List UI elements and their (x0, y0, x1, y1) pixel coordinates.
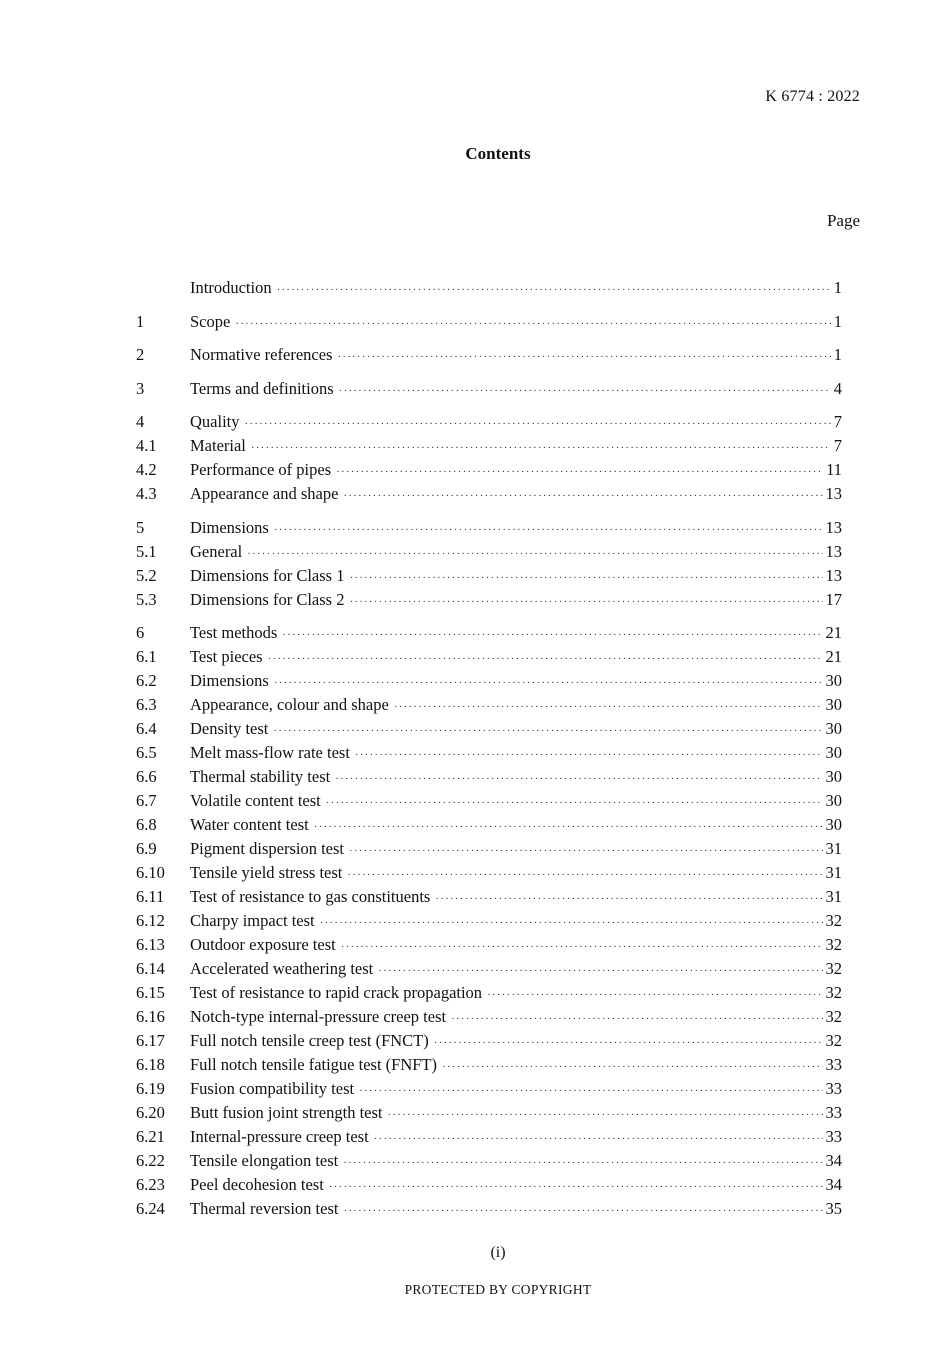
toc-entry[interactable] (136, 1149, 842, 1173)
toc-entry[interactable] (136, 434, 842, 458)
toc-entry[interactable] (136, 564, 842, 588)
toc-entry-number: 6.18 (136, 1055, 165, 1074)
toc-entry-title: Accelerated weathering test (190, 959, 374, 978)
toc-entry-page: 33 (825, 1127, 842, 1146)
toc-leader-dots (320, 911, 823, 935)
toc-leader-dots (235, 312, 830, 336)
toc-entry[interactable] (136, 717, 842, 741)
toc-entry[interactable] (136, 933, 842, 957)
toc-entry-number: 6.11 (136, 887, 165, 906)
toc-entry-title: Appearance, colour and shape (190, 695, 389, 714)
toc-entry-page: 4 (833, 378, 842, 398)
toc-entry-title: Peel decohesion test (190, 1175, 324, 1194)
toc-entry-page: 13 (825, 517, 842, 537)
toc-entry-page: 30 (825, 719, 842, 738)
toc-leader-dots (394, 695, 823, 719)
toc-entry-page: 13 (825, 484, 842, 503)
toc-entry-page: 7 (833, 412, 842, 431)
toc-entry-number: 6.4 (136, 719, 157, 738)
toc-entry-page: 30 (825, 767, 842, 786)
toc-entry-page: 35 (825, 1199, 842, 1218)
toc-entry-title: Test of resistance to gas constituents (190, 887, 431, 906)
toc-entry-title: Pigment dispersion test (190, 839, 344, 858)
page-column-label: Page (826, 211, 860, 230)
toc-leader-dots (359, 1079, 822, 1103)
toc-leader-dots (282, 623, 822, 647)
toc-leader-dots (355, 743, 823, 767)
toc-entry-title: Full notch tensile fatigue test (FNFT) (190, 1055, 438, 1074)
toc-entry-page: 31 (825, 863, 842, 882)
toc-entry-page: 34 (825, 1175, 842, 1194)
toc-entry-page: 7 (833, 436, 842, 455)
toc-entry-number: 6.8 (136, 815, 157, 834)
toc-leader-dots (341, 935, 823, 959)
toc-entry[interactable] (136, 276, 842, 300)
toc-entry-number: 6.16 (136, 1007, 165, 1026)
toc-leader-dots (277, 278, 831, 302)
toc-entry[interactable] (136, 885, 842, 909)
toc-entry-page: 33 (825, 1055, 842, 1074)
toc-entry-number: 6.1 (136, 647, 157, 666)
toc-leader-dots (268, 647, 823, 671)
toc-entry-title: Outdoor exposure test (190, 935, 336, 954)
toc-entry-page: 30 (825, 671, 842, 690)
toc-entry-number: 6.5 (136, 743, 157, 762)
toc-entry-page: 30 (825, 743, 842, 762)
toc-leader-dots (487, 983, 822, 1007)
toc-entry-page: 33 (825, 1103, 842, 1122)
toc-entry[interactable] (136, 343, 842, 367)
toc-leader-dots (245, 412, 831, 436)
toc-entry-number: 5.2 (136, 565, 157, 585)
toc-entry-number: 4.1 (136, 436, 157, 455)
toc-entry[interactable] (136, 516, 842, 540)
toc-entry-page: 30 (825, 815, 842, 834)
toc-entry-page: 31 (825, 839, 842, 858)
toc-entry-title: Material (190, 436, 246, 455)
toc-entry[interactable] (136, 1053, 842, 1077)
toc-leader-dots (435, 887, 822, 911)
toc-entry[interactable] (136, 693, 842, 717)
toc-entry-number: 6.20 (136, 1103, 165, 1122)
toc-leader-dots (374, 1127, 823, 1151)
toc-entry-title: Tensile yield stress test (190, 863, 343, 882)
toc-entry[interactable] (136, 909, 842, 933)
toc-entry-number: 6.3 (136, 695, 157, 714)
toc-leader-dots (349, 590, 822, 614)
toc-entry-title: Volatile content test (190, 791, 321, 810)
toc-entry-title: Dimensions for Class 2 (190, 589, 345, 609)
toc-entry-number: 6.23 (136, 1175, 165, 1194)
toc-entry-number: 6.7 (136, 791, 157, 810)
toc-entry-number: 5 (136, 517, 145, 537)
toc-entry[interactable] (136, 1173, 842, 1197)
toc-leader-dots (274, 518, 823, 542)
toc-leader-dots (336, 460, 823, 484)
toc-leader-dots (349, 566, 822, 590)
toc-leader-dots (335, 767, 822, 791)
toc-entry-title: Introduction (190, 278, 272, 297)
toc-entry-number: 6.22 (136, 1151, 165, 1170)
page-title: Contents (465, 144, 531, 163)
toc-entry-title: Water content test (190, 815, 309, 834)
toc-entry-number: 6.12 (136, 911, 165, 930)
toc-leader-dots (337, 345, 830, 369)
toc-entry-title: Test of resistance to rapid crack propagation (190, 983, 483, 1002)
toc-entry-page: 32 (825, 1007, 842, 1026)
toc-entry[interactable] (136, 588, 842, 612)
toc-entry-title: Appearance and shape (190, 484, 339, 503)
toc-entry-page: 31 (825, 887, 842, 906)
toc-entry-number: 6.9 (136, 839, 157, 858)
toc-leader-dots (343, 484, 822, 508)
toc-entry[interactable] (136, 482, 842, 506)
toc-entry[interactable] (136, 377, 842, 401)
toc-entry[interactable] (136, 540, 842, 564)
toc-entry-title: Full notch tensile creep test (FNCT) (190, 1031, 429, 1050)
toc-entry-page: 32 (825, 1031, 842, 1050)
toc-entry[interactable] (136, 621, 842, 645)
toc-entry-title: Dimensions (190, 671, 269, 690)
toc-entry-number: 6.24 (136, 1199, 165, 1218)
toc-entry-number: 6.2 (136, 671, 157, 690)
toc-entry-title: Performance of pipes (190, 460, 332, 479)
toc-entry[interactable] (136, 789, 842, 813)
toc-leader-dots (274, 671, 823, 695)
toc-leader-dots (339, 379, 831, 403)
toc-entry-number: 4.3 (136, 484, 157, 503)
toc-entry-page: 21 (825, 623, 842, 642)
toc-leader-dots (343, 1199, 822, 1223)
toc-entry-page: 1 (833, 311, 842, 331)
toc-entry-number: 2 (136, 345, 145, 364)
toc-entry-title: Normative references (190, 345, 333, 364)
toc-entry[interactable] (136, 981, 842, 1005)
toc-entry-title: General (190, 541, 243, 561)
toc-entry-number: 6.19 (136, 1079, 165, 1098)
toc-entry-title: Thermal stability test (190, 767, 331, 786)
toc-leader-dots (388, 1103, 823, 1127)
toc-entry-title: Density test (190, 719, 269, 738)
toc-entry-title: Terms and definitions (190, 378, 334, 398)
toc-entry[interactable] (136, 861, 842, 885)
toc-entry-title: Notch-type internal-pressure creep test (190, 1007, 447, 1026)
toc-entry-title: Fusion compatibility test (190, 1079, 355, 1098)
toc-entry-number: 1 (136, 311, 145, 331)
toc-entry-page: 34 (825, 1151, 842, 1170)
toc-entry-number: 6.14 (136, 959, 165, 978)
toc-entry[interactable] (136, 1077, 842, 1101)
copyright-notice: PROTECTED BY COPYRIGHT (404, 1282, 592, 1297)
toc-leader-dots (329, 1175, 823, 1199)
toc-entry-title: Butt fusion joint strength test (190, 1103, 383, 1122)
toc-entry-title: Dimensions (190, 517, 269, 537)
toc-entry-title: Tensile elongation test (190, 1151, 339, 1170)
toc-entry-number: 5.3 (136, 589, 157, 609)
page-number: (i) (490, 1244, 506, 1261)
toc-entry-number: 6.17 (136, 1031, 165, 1050)
toc-entry-page: 13 (825, 541, 842, 561)
toc-entry-number: 3 (136, 378, 145, 398)
toc-entry-page: 1 (833, 345, 842, 364)
toc-leader-dots (349, 839, 823, 863)
toc-entry[interactable] (136, 1029, 842, 1053)
toc-entry-page: 32 (825, 959, 842, 978)
toc-entry[interactable] (136, 1101, 842, 1125)
toc-entry-title: Quality (190, 412, 240, 431)
toc-entry-title: Test pieces (190, 647, 263, 666)
toc-entry-number: 6.6 (136, 767, 157, 786)
toc-leader-dots (378, 959, 822, 983)
toc-entry[interactable] (136, 837, 842, 861)
toc-leader-dots (343, 1151, 822, 1175)
toc-leader-dots (347, 863, 822, 887)
toc-leader-dots (247, 542, 822, 566)
toc-leader-dots (434, 1031, 823, 1055)
toc-entry-number: 4 (136, 412, 145, 431)
toc-entry-title: Charpy impact test (190, 911, 315, 930)
toc-entry[interactable] (136, 813, 842, 837)
toc-leader-dots (314, 815, 823, 839)
toc-entry[interactable] (136, 458, 842, 482)
standard-number: K 6774 : 2022 (765, 88, 860, 105)
toc-entry[interactable] (136, 310, 842, 334)
toc-entry-title: Thermal reversion test (190, 1199, 339, 1218)
toc-entry-number: 6.21 (136, 1127, 165, 1146)
toc-entry-number: 6 (136, 623, 145, 642)
toc-entry-page: 32 (825, 983, 842, 1002)
toc-leader-dots (442, 1055, 822, 1079)
toc-entry[interactable] (136, 765, 842, 789)
toc-entry[interactable] (136, 645, 842, 669)
toc-entry-page: 11 (826, 460, 842, 479)
toc-leader-dots (273, 719, 822, 743)
toc-entry-page: 1 (833, 278, 842, 297)
toc-entry-number: 6.15 (136, 983, 165, 1002)
toc-entry-number: 4.2 (136, 460, 157, 479)
toc-entry-number: 6.13 (136, 935, 165, 954)
toc-entry[interactable] (136, 741, 842, 765)
toc-entry-page: 13 (825, 565, 842, 585)
toc-entry[interactable] (136, 1197, 842, 1221)
toc-entry-page: 30 (825, 791, 842, 810)
toc-entry-page: 21 (825, 647, 842, 666)
toc-entry-title: Melt mass-flow rate test (190, 743, 350, 762)
toc-leader-dots (251, 436, 831, 460)
toc-entry-page: 30 (825, 695, 842, 714)
toc-leader-dots (451, 1007, 822, 1031)
toc-entry[interactable] (136, 410, 842, 434)
toc-entry-number: 5.1 (136, 541, 157, 561)
toc-entry-title: Dimensions for Class 1 (190, 565, 345, 585)
toc-entry[interactable] (136, 669, 842, 693)
toc-entry[interactable] (136, 1125, 842, 1149)
toc-entry[interactable] (136, 1005, 842, 1029)
toc-entry-number: 6.10 (136, 863, 165, 882)
table-of-contents (136, 276, 842, 1221)
toc-entry[interactable] (136, 957, 842, 981)
toc-entry-page: 17 (825, 589, 842, 609)
toc-entry-page: 33 (825, 1079, 842, 1098)
toc-leader-dots (326, 791, 823, 815)
toc-entry-title: Scope (190, 311, 231, 331)
toc-entry-page: 32 (825, 911, 842, 930)
toc-entry-title: Test methods (190, 623, 278, 642)
toc-entry-title: Internal-pressure creep test (190, 1127, 369, 1146)
toc-entry-page: 32 (825, 935, 842, 954)
